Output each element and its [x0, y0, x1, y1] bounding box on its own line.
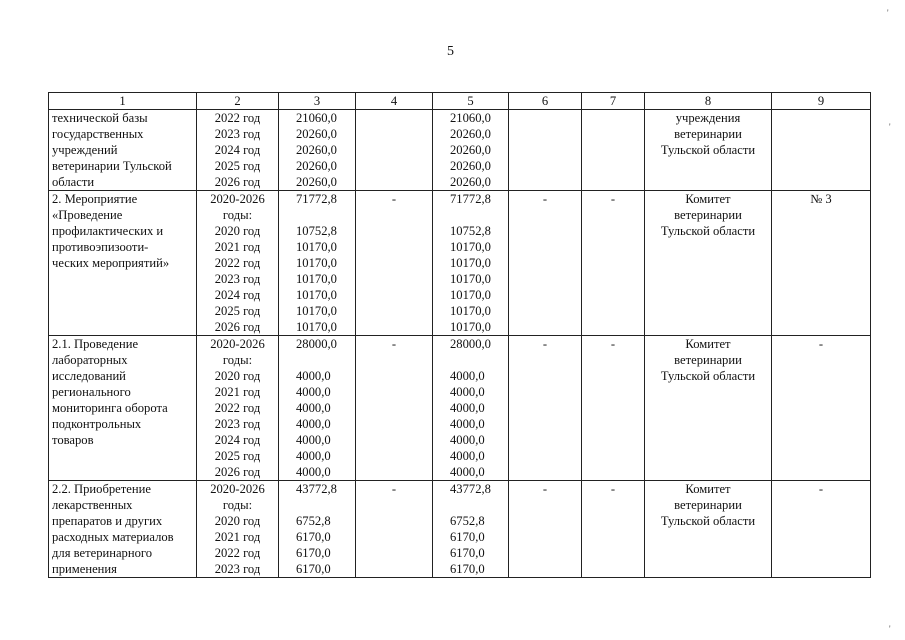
total-amount-value: 4000,0 — [296, 465, 331, 479]
period-line: 2025 год — [214, 449, 261, 463]
municipal-budget-cell — [509, 481, 582, 578]
total-amount-value: 4000,0 — [296, 385, 331, 399]
regional-budget-value: 20260,0 — [450, 175, 491, 189]
measure-name-cell — [49, 336, 197, 481]
indicator-cell — [772, 336, 871, 481]
measure-name-line: 2.1. Проведение — [52, 337, 139, 351]
header-cell-4: 4 — [356, 93, 433, 110]
extrabudget-value: - — [610, 337, 616, 351]
regional-budget-value — [436, 352, 505, 368]
margin-mark: ' — [889, 122, 891, 132]
table-row — [49, 110, 871, 191]
responsible-cell — [645, 481, 772, 578]
measure-name-line: учреждений — [52, 143, 118, 157]
total-amount-value: 10170,0 — [296, 256, 337, 270]
total-amount-value: 4000,0 — [296, 369, 331, 383]
regional-budget-cell — [433, 336, 509, 481]
responsible-line: Тульской области — [660, 369, 756, 383]
municipal-budget-value: - — [542, 337, 548, 351]
federal-budget-value — [359, 110, 429, 126]
regional-budget-cell — [433, 110, 509, 191]
municipal-budget-value: - — [542, 482, 548, 496]
measure-name-line: товаров — [52, 433, 94, 447]
regional-budget-value: 10170,0 — [450, 304, 491, 318]
total-amount-value: 20260,0 — [296, 159, 337, 173]
extrabudget-value: - — [610, 192, 616, 206]
regional-budget-value: 21060,0 — [450, 111, 491, 125]
responsible-cell — [645, 110, 772, 191]
federal-budget-cell — [356, 336, 433, 481]
total-amount-cell — [279, 191, 356, 336]
period-cell — [197, 191, 279, 336]
measure-name-line: 2.2. Приобретение — [52, 482, 151, 496]
federal-budget-value: - — [391, 192, 397, 206]
extrabudget-cell — [582, 110, 645, 191]
measure-name-line: исследований — [52, 369, 126, 383]
period-line: 2021 год — [214, 385, 261, 399]
regional-budget-value: 4000,0 — [450, 449, 485, 463]
responsible-line: Комитет — [685, 337, 731, 351]
total-amount-value: 6170,0 — [296, 530, 331, 544]
total-amount-value: 10170,0 — [296, 288, 337, 302]
extrabudget-cell — [582, 191, 645, 336]
measure-name-line: расходных материалов — [52, 530, 174, 544]
measure-name-line: для ветеринарного — [52, 546, 153, 560]
regional-budget-value: 6170,0 — [450, 546, 485, 560]
total-amount-value: 28000,0 — [296, 337, 337, 351]
regional-budget-value — [436, 207, 505, 223]
total-amount-value: 10170,0 — [296, 240, 337, 254]
measure-name-line: 2. Мероприятие — [52, 192, 138, 206]
regional-budget-value: 4000,0 — [450, 417, 485, 431]
regional-budget-value: 10752,8 — [450, 224, 491, 238]
measure-name-line: лабораторных — [52, 353, 128, 367]
period-line: 2023 год — [214, 417, 261, 431]
federal-budget-cell — [356, 110, 433, 191]
period-line: годы: — [222, 353, 253, 367]
responsible-cell — [645, 191, 772, 336]
margin-mark: ' — [889, 624, 891, 634]
total-amount-cell — [279, 110, 356, 191]
measure-name-line: подконтрольных — [52, 417, 142, 431]
federal-budget-cell — [356, 191, 433, 336]
extrabudget-cell — [582, 481, 645, 578]
period-line: 2023 год — [214, 562, 261, 576]
measure-name-cell — [49, 481, 197, 578]
budget-table — [48, 92, 871, 578]
table-body — [49, 110, 871, 578]
municipal-budget-value — [512, 110, 578, 126]
total-amount-value: 6170,0 — [296, 562, 331, 576]
total-amount-value: 10752,8 — [296, 224, 337, 238]
measure-name-line: государственных — [52, 127, 144, 141]
regional-budget-value: 10170,0 — [450, 320, 491, 334]
period-line: годы: — [222, 498, 253, 512]
responsible-line: учреждения — [675, 111, 741, 125]
table-row — [49, 336, 871, 481]
regional-budget-value: 4000,0 — [450, 433, 485, 447]
responsible-line: Тульской области — [660, 514, 756, 528]
total-amount-value: 4000,0 — [296, 449, 331, 463]
header-cell-9: 9 — [772, 93, 871, 110]
responsible-line: ветеринарии — [674, 498, 742, 512]
period-line: годы: — [222, 208, 253, 222]
period-line: 2026 год — [214, 175, 261, 189]
regional-budget-value: 20260,0 — [450, 127, 491, 141]
measure-name-line: области — [52, 175, 95, 189]
period-line: 2023 год — [214, 127, 261, 141]
municipal-budget-value: - — [542, 192, 548, 206]
period-cell — [197, 336, 279, 481]
municipal-budget-cell — [509, 110, 582, 191]
period-line: 2020 год — [214, 369, 261, 383]
regional-budget-value: 43772,8 — [450, 482, 491, 496]
regional-budget-value: 10170,0 — [450, 288, 491, 302]
measure-name-line: технической базы — [52, 111, 148, 125]
total-amount-value: 4000,0 — [296, 417, 331, 431]
municipal-budget-cell — [509, 191, 582, 336]
regional-budget-value: 4000,0 — [450, 385, 485, 399]
total-amount-value: 4000,0 — [296, 433, 331, 447]
period-line: 2026 год — [214, 320, 261, 334]
period-cell — [197, 481, 279, 578]
period-line: 2024 год — [214, 143, 261, 157]
period-line: 2022 год — [214, 111, 261, 125]
extrabudget-value: - — [610, 482, 616, 496]
regional-budget-value — [436, 497, 505, 513]
period-line: 2025 год — [214, 159, 261, 173]
total-amount-value: 71772,8 — [296, 192, 337, 206]
total-amount-value: 10170,0 — [296, 320, 337, 334]
total-amount-value: 4000,0 — [296, 401, 331, 415]
period-line: 2025 год — [214, 304, 261, 318]
total-amount-value: 20260,0 — [296, 143, 337, 157]
regional-budget-value: 6170,0 — [450, 530, 485, 544]
header-cell-5: 5 — [433, 93, 509, 110]
total-amount-cell — [279, 481, 356, 578]
regional-budget-value: 4000,0 — [450, 465, 485, 479]
regional-budget-value: 6752,8 — [450, 514, 485, 528]
regional-budget-cell — [433, 191, 509, 336]
indicator-value: - — [818, 337, 824, 351]
municipal-budget-cell — [509, 336, 582, 481]
total-amount-value: 20260,0 — [296, 175, 337, 189]
period-line: 2024 год — [214, 433, 261, 447]
responsible-line: Комитет — [685, 482, 731, 496]
extrabudget-cell — [582, 336, 645, 481]
measure-name-line: противоэпизооти- — [52, 240, 149, 254]
total-amount-value: 6170,0 — [296, 546, 331, 560]
federal-budget-value: - — [391, 482, 397, 496]
regional-budget-value: 20260,0 — [450, 143, 491, 157]
indicator-value: - — [818, 482, 824, 496]
indicator-cell — [772, 110, 871, 191]
extrabudget-value — [585, 110, 641, 126]
regional-budget-value: 10170,0 — [450, 240, 491, 254]
regional-budget-value: 10170,0 — [450, 256, 491, 270]
responsible-line: ветеринарии — [674, 127, 742, 141]
period-line: 2024 год — [214, 288, 261, 302]
measure-name-line: профилактических и — [52, 224, 164, 238]
responsible-line: ветеринарии — [674, 353, 742, 367]
table-row — [49, 481, 871, 578]
indicator-cell — [772, 481, 871, 578]
measure-name-line: ческих мероприятий» — [52, 256, 170, 270]
responsible-line: Тульской области — [660, 224, 756, 238]
period-line: 2026 год — [214, 465, 261, 479]
regional-budget-value: 6170,0 — [450, 562, 485, 576]
header-cell-3: 3 — [279, 93, 356, 110]
measure-name-line: «Проведение — [52, 208, 123, 222]
total-amount-value: 43772,8 — [296, 482, 337, 496]
period-line: 2021 год — [214, 530, 261, 544]
total-amount-value: 6752,8 — [296, 514, 331, 528]
measure-name-cell — [49, 110, 197, 191]
indicator-value: № 3 — [810, 192, 832, 206]
measure-name-line: применения — [52, 562, 117, 576]
period-line: 2022 год — [214, 546, 261, 560]
regional-budget-value: 28000,0 — [450, 337, 491, 351]
regional-budget-value: 10170,0 — [450, 272, 491, 286]
header-cell-1: 1 — [49, 93, 197, 110]
table-row — [49, 191, 871, 336]
regional-budget-value: 20260,0 — [450, 159, 491, 173]
total-amount-value: 10170,0 — [296, 272, 337, 286]
page-number: 5 — [447, 44, 454, 59]
responsible-line: ветеринарии — [674, 208, 742, 222]
total-amount-value: 10170,0 — [296, 304, 337, 318]
period-line: 2020-2026 — [210, 192, 265, 206]
federal-budget-cell — [356, 481, 433, 578]
measure-name-line: ветеринарии Тульской — [52, 159, 172, 173]
total-amount-value — [282, 352, 352, 368]
measure-name-line: лекарственных — [52, 498, 133, 512]
indicator-value — [775, 110, 867, 126]
regional-budget-value: 4000,0 — [450, 401, 485, 415]
regional-budget-cell — [433, 481, 509, 578]
total-amount-value — [282, 497, 352, 513]
period-line: 2020-2026 — [210, 482, 265, 496]
regional-budget-value: 71772,8 — [450, 192, 491, 206]
indicator-cell — [772, 191, 871, 336]
header-cell-8: 8 — [645, 93, 772, 110]
measure-name-line: мониторинга оборота — [52, 401, 168, 415]
total-amount-value: 21060,0 — [296, 111, 337, 125]
period-line: 2020 год — [214, 514, 261, 528]
period-line: 2022 год — [214, 401, 261, 415]
period-cell — [197, 110, 279, 191]
header-cell-7: 7 — [582, 93, 645, 110]
regional-budget-value: 4000,0 — [450, 369, 485, 383]
total-amount-value: 20260,0 — [296, 127, 337, 141]
period-line: 2020 год — [214, 224, 261, 238]
responsible-line: Комитет — [685, 192, 731, 206]
responsible-line: Тульской области — [660, 143, 756, 157]
header-cell-6: 6 — [509, 93, 582, 110]
period-line: 2020-2026 — [210, 337, 265, 351]
measure-name-line: препаратов и других — [52, 514, 163, 528]
federal-budget-value: - — [391, 337, 397, 351]
margin-mark: ' — [887, 8, 889, 18]
measure-name-line: регионального — [52, 385, 131, 399]
header-cell-2: 2 — [197, 93, 279, 110]
measure-name-cell — [49, 191, 197, 336]
period-line: 2023 год — [214, 272, 261, 286]
total-amount-cell — [279, 336, 356, 481]
period-line: 2022 год — [214, 256, 261, 270]
header-row — [49, 93, 871, 110]
responsible-cell — [645, 336, 772, 481]
period-line: 2021 год — [214, 240, 261, 254]
total-amount-value — [282, 207, 352, 223]
